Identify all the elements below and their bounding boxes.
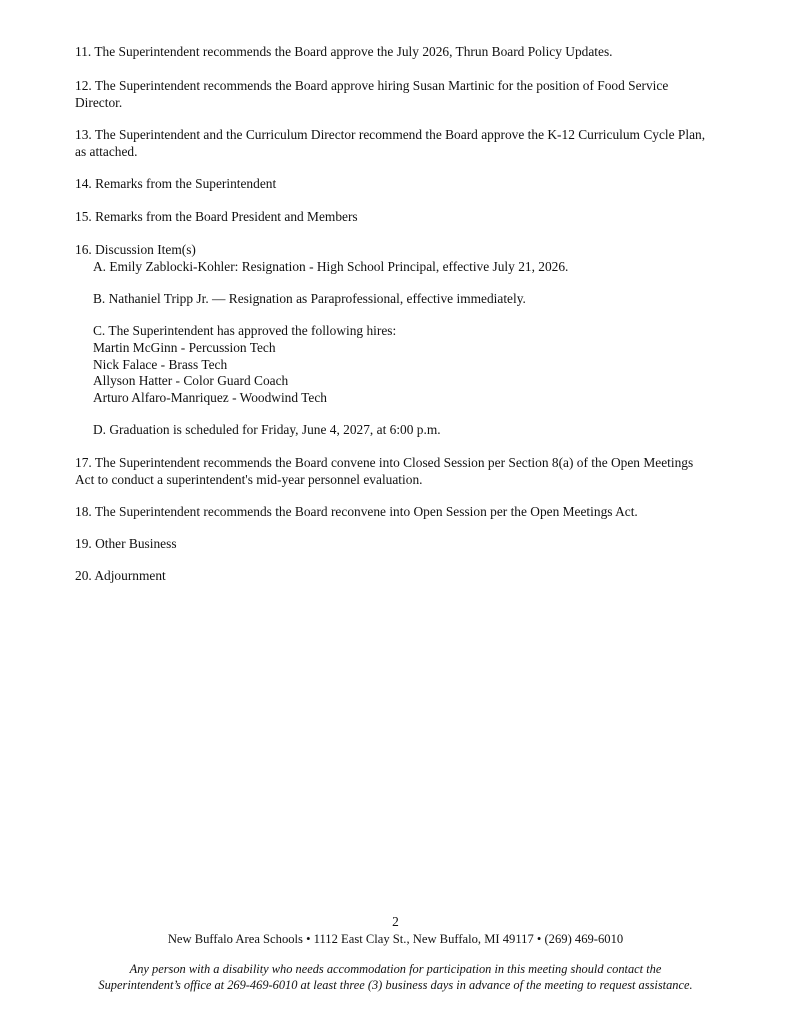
agenda-item-17 [75,455,745,488]
discussion-item-b-text: B. Nathaniel Tripp Jr. — Resignation as Paraprofessional, effective immediately. [93,291,526,306]
agenda-item-17-text: 17. The Superintendent recommends the Board convene into Closed Session per Section 8(a) of the Open Meetings [75,455,694,470]
agenda-item-13-text: 13. The Superintendent and the Curriculum Director recommend the Board approve the K-12 Curriculum Cycle Plan, [75,127,706,142]
agenda-item-19-text: 19. Other Business [75,536,177,551]
agenda-item-19 [75,536,745,553]
agenda-item-17-text-cont: Act to conduct a superintendent's mid-year personnel evaluation. [75,471,423,487]
agenda-item-14-text: 14. Remarks from the Superintendent [75,176,277,191]
accessibility-note [0,961,791,993]
agenda-item-16-heading: 16. Discussion Item(s) [75,242,196,257]
agenda-item-13 [75,127,745,160]
accessibility-note-line: Any person with a disability who needs accommodation for participation in this meeting should contact the [129,962,662,976]
discussion-item-b [93,291,743,308]
agenda-item-15-text: 15. Remarks from the Board President and Members [75,209,358,224]
agenda-item-18-text: 18. The Superintendent recommends the Board reconvene into Open Session per the Open Meetings Act. [75,504,638,519]
agenda-item-20 [75,568,745,585]
discussion-item-d [93,422,743,439]
footer-address: New Buffalo Area Schools • 1112 East Clay St., New Buffalo, MI 49117 • (269) 469-6010 [167,932,624,946]
list-item: Martin McGinn - Percussion Tech [93,340,276,355]
discussion-item-a [93,259,743,276]
agenda-item-12 [75,78,745,111]
agenda-item-12-text: 12. The Superintendent recommends the Board approve hiring Susan Martinic for the position of Food Service [75,78,669,93]
agenda-item-12-text-cont: Director. [75,94,123,110]
page-number: 2 [392,914,399,929]
discussion-item-c-text: C. The Superintendent has approved the following hires: [93,323,397,338]
agenda-item-13-text-cont: as attached. [75,143,138,159]
accessibility-note-line: Superintendent’s office at 269-469-6010 at least three (3) business days in advance of the meeting to request assistance. [98,978,693,992]
hires-list [93,340,327,406]
list-item: Arturo Alfaro-Manriquez - Woodwind Tech [93,389,327,405]
agenda-item-15 [75,209,745,226]
agenda-item-11-text: 11. The Superintendent recommends the Board approve the July 2026, Thrun Board Policy Updates. [75,44,613,59]
discussion-item-d-text: D. Graduation is scheduled for Friday, June 4, 2027, at 6:00 p.m. [93,422,441,437]
agenda-item-18 [75,504,745,521]
list-item: Nick Falace - Brass Tech [93,356,228,372]
agenda-item-20-text: 20. Adjournment [75,568,166,583]
discussion-item-c [93,323,743,340]
agenda-item-14 [75,176,745,193]
discussion-item-a-text: A. Emily Zablocki-Kohler: Resignation - High School Principal, effective July 21, 2026. [93,259,569,274]
agenda-item-16 [75,242,745,259]
agenda-item-11 [75,44,745,61]
list-item: Allyson Hatter - Color Guard Coach [93,373,289,388]
